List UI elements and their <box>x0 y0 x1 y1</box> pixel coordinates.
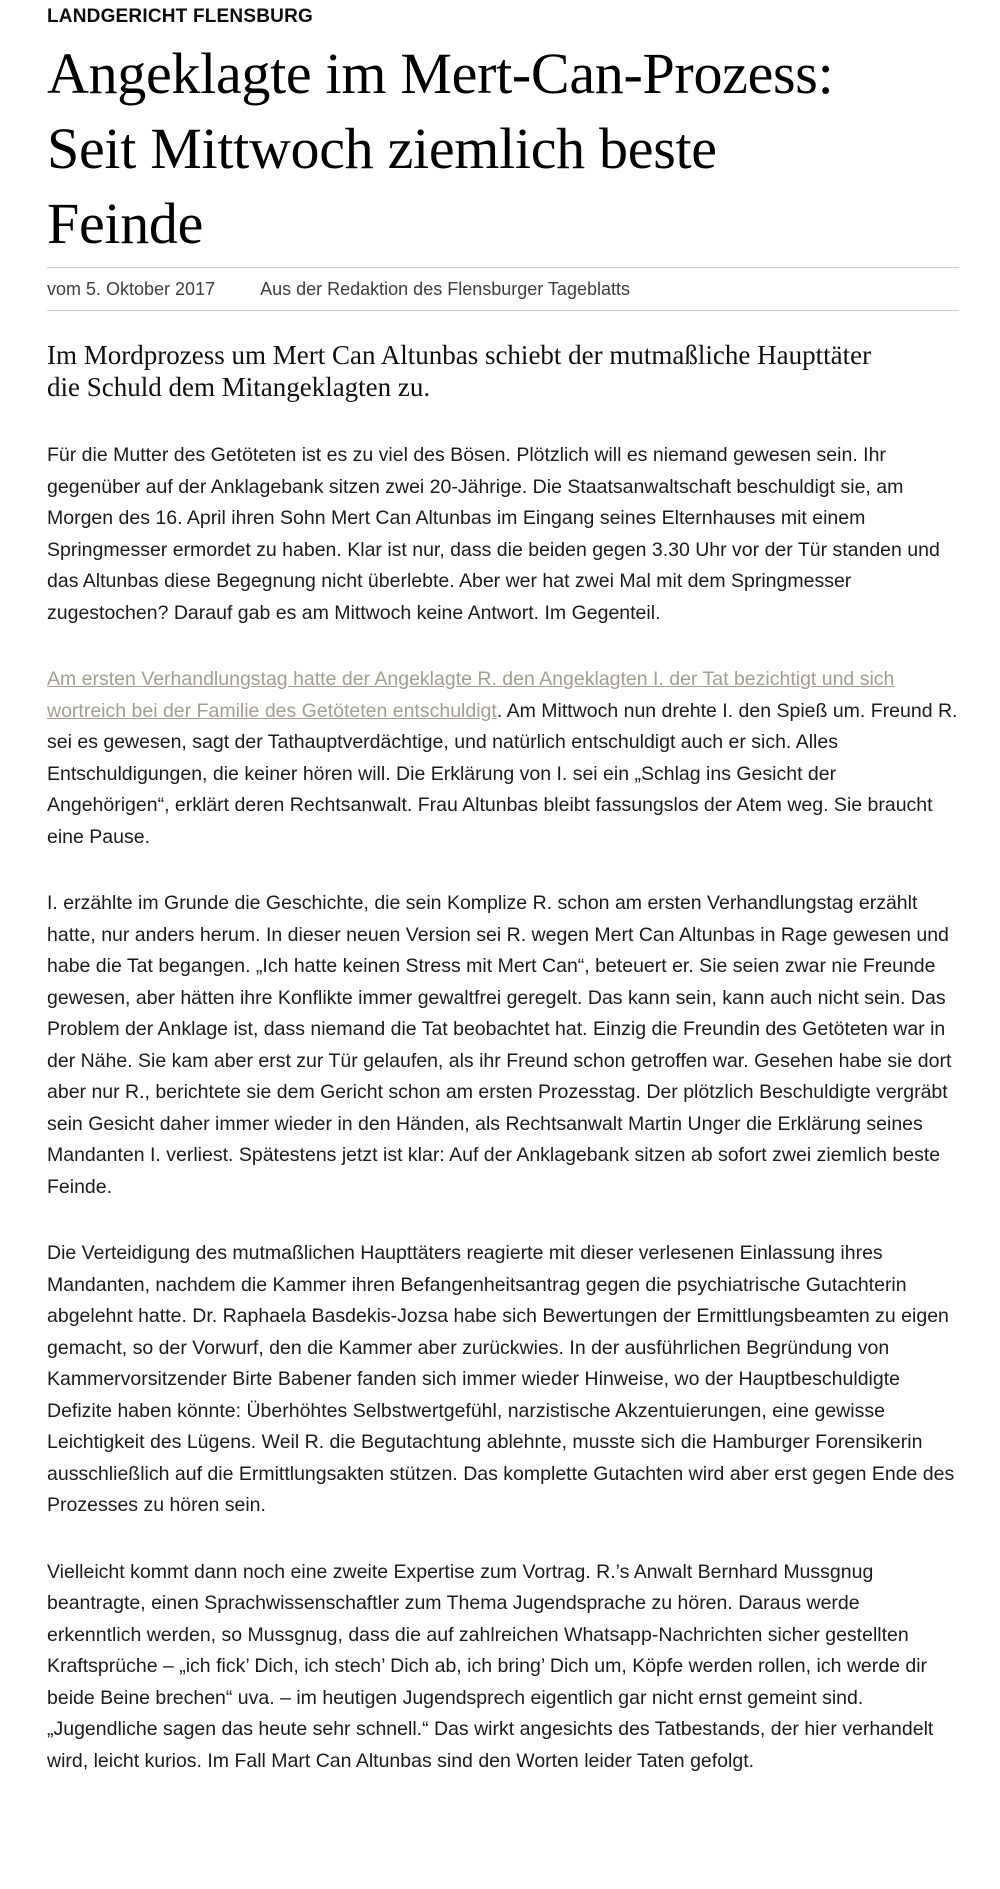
article-source: Aus der Redaktion des Flensburger Tageblatts <box>260 279 630 299</box>
paragraph-continuation: . Am Mittwoch nun drehte I. den Spieß um. Freund R. sei es gewesen, sagt der Tathauptverdächtige, und natürlich entschuldigt auch er sich. Alles Entschuldigungen, die keiner hören will. Die Erklärung von I. sei ein „Schlag ins Gesicht der Angehörigen“, erklärt deren Rechtsanwalt. Frau Altunbas bleibt fassungslos der Atem weg. Sie braucht eine Pause. <box>47 699 958 848</box>
article-paragraph <box>47 664 959 853</box>
article-paragraph: I. erzählte im Grunde die Geschichte, die sein Komplize R. schon am ersten Verhandlungstag erzählt hatte, nur anders herum. In dieser neuen Version sei R. wegen Mert Can Altunbas in Rage gewesen und habe die Tat begangen. „Ich hatte keinen Stress mit Mert Can“, beteuert er. Sie seien zwar nie Freunde gewesen, aber hätten ihre Konflikte immer gewaltfrei geregelt. Das kann sein, kann auch nicht sein. Das Problem der Anklage ist, dass niemand die Tat beobachtet hat. Einzig die Freundin des Getöteten war in der Nähe. Sie kam aber erst zur Tür gelaufen, als ihr Freund schon getroffen war. Gesehen habe sie dort aber nur R., berichtete sie dem Gericht schon am ersten Prozesstag. Der plötzlich Beschuldigte vergräbt sein Gesicht daher immer wieder in den Händen, als Rechtsanwalt Martin Unger die Erklärung seines Mandanten I. verliest. Spätestens jetzt ist klar: Auf der Anklagebank sitzen ab sofort zwei ziemlich beste Feinde. <box>47 892 952 1198</box>
article-date: vom 5. Oktober 2017 <box>47 279 216 299</box>
article-paragraph: Vielleicht kommt dann noch eine zweite Expertise zum Vortrag. R.’s Anwalt Bernhard Mussgnug beantragte, einen Sprachwissenschaftler zum Thema Jugendsprache zu hören. Daraus werde erkenntlich werden, so Mussgnug, dass die auf zahlreichen Whatsapp-Nachrichten sicher gestellten Kraftsprüche – „ich fick’ Dich, ich stech’ Dich ab, ich bring’ Dich um, Köpfe werden rollen, ich werde dir beide Beine brechen“ uva. – im heutigen Jugendsprech eigentlich gar nicht ernst gemeint sind. „Jugendliche sagen das heute sehr schnell.“ Das wirkt angesichts des Tatbestands, der hier verhandelt wird, leicht kurios. Im Fall Mart Can Altunbas sind den Worten leider Taten gefolgt. <box>47 1560 934 1772</box>
article-kicker: LANDGERICHT FLENSBURG <box>47 6 313 27</box>
article-paragraph: Die Verteidigung des mutmaßlichen Haupttäters reagierte mit dieser verlesenen Einlassung ihres Mandanten, nachdem die Kammer ihren Befangenheitsantrag gegen die psychiatrische Gutachterin abgelehnt hatte. Dr. Raphaela Basdekis-Jozsa habe sich Bewertungen der Ermittlungsbeamten zu eigen gemacht, so der Vorwurf, den die Kammer aber zurückwies. In der ausführlichen Begründung von Kammervorsitzender Birte Babener fanden sich immer wieder Hinweise, wo der Hauptbeschuldigte Defizite haben könnte: Überhöhtes Selbstwertgefühl, narzistische Akzentuierungen, eine gewisse Leichtigkeit des Lügens. Weil R. die Begutachtung ablehnte, musste sich die Hamburger Forensikerin ausschließlich auf die Ermittlungsakten stützen. Das komplette Gutachten wird aber erst gegen Ende des Prozesses zu hören sein. <box>47 1242 955 1516</box>
article-paragraph: Für die Mutter des Getöteten ist es zu viel des Bösen. Plötzlich will es niemand gewesen sein. Ihr gegenüber auf der Anklagebank sitzen zwei 20-Jährige. Die Staatsanwaltschaft beschuldigt sie, am Morgen des 16. April ihren Sohn Mert Can Altunbas im Eingang seines Elternhauses mit einem Springmesser ermordet zu haben. Klar ist nur, dass die beiden gegen 3.30 Uhr vor der Tür standen und das Altunbas diese Begegnung nicht überlebte. Aber wer hat zwei Mal mit dem Springmesser zugestochen? Darauf gab es am Mittwoch keine Antwort. Im Gegenteil. <box>47 444 940 624</box>
article-lead: Im Mordprozess um Mert Can Altunbas schiebt der mutmaßliche Haupttäter die Schuld dem Mitangeklagten zu. <box>47 340 872 402</box>
article-headline: Angeklagte im Mert-Can-Prozess: Seit Mittwoch ziemlich beste Feinde <box>47 41 834 256</box>
article-meta-bar <box>47 267 959 311</box>
previous-report-link[interactable]: Am ersten Verhandlungstag hatte der Angeklagte R. den Angeklagten I. der Tat bezichtigt und sich wortreich bei der Familie des Getöteten entschuldigt <box>47 668 895 722</box>
